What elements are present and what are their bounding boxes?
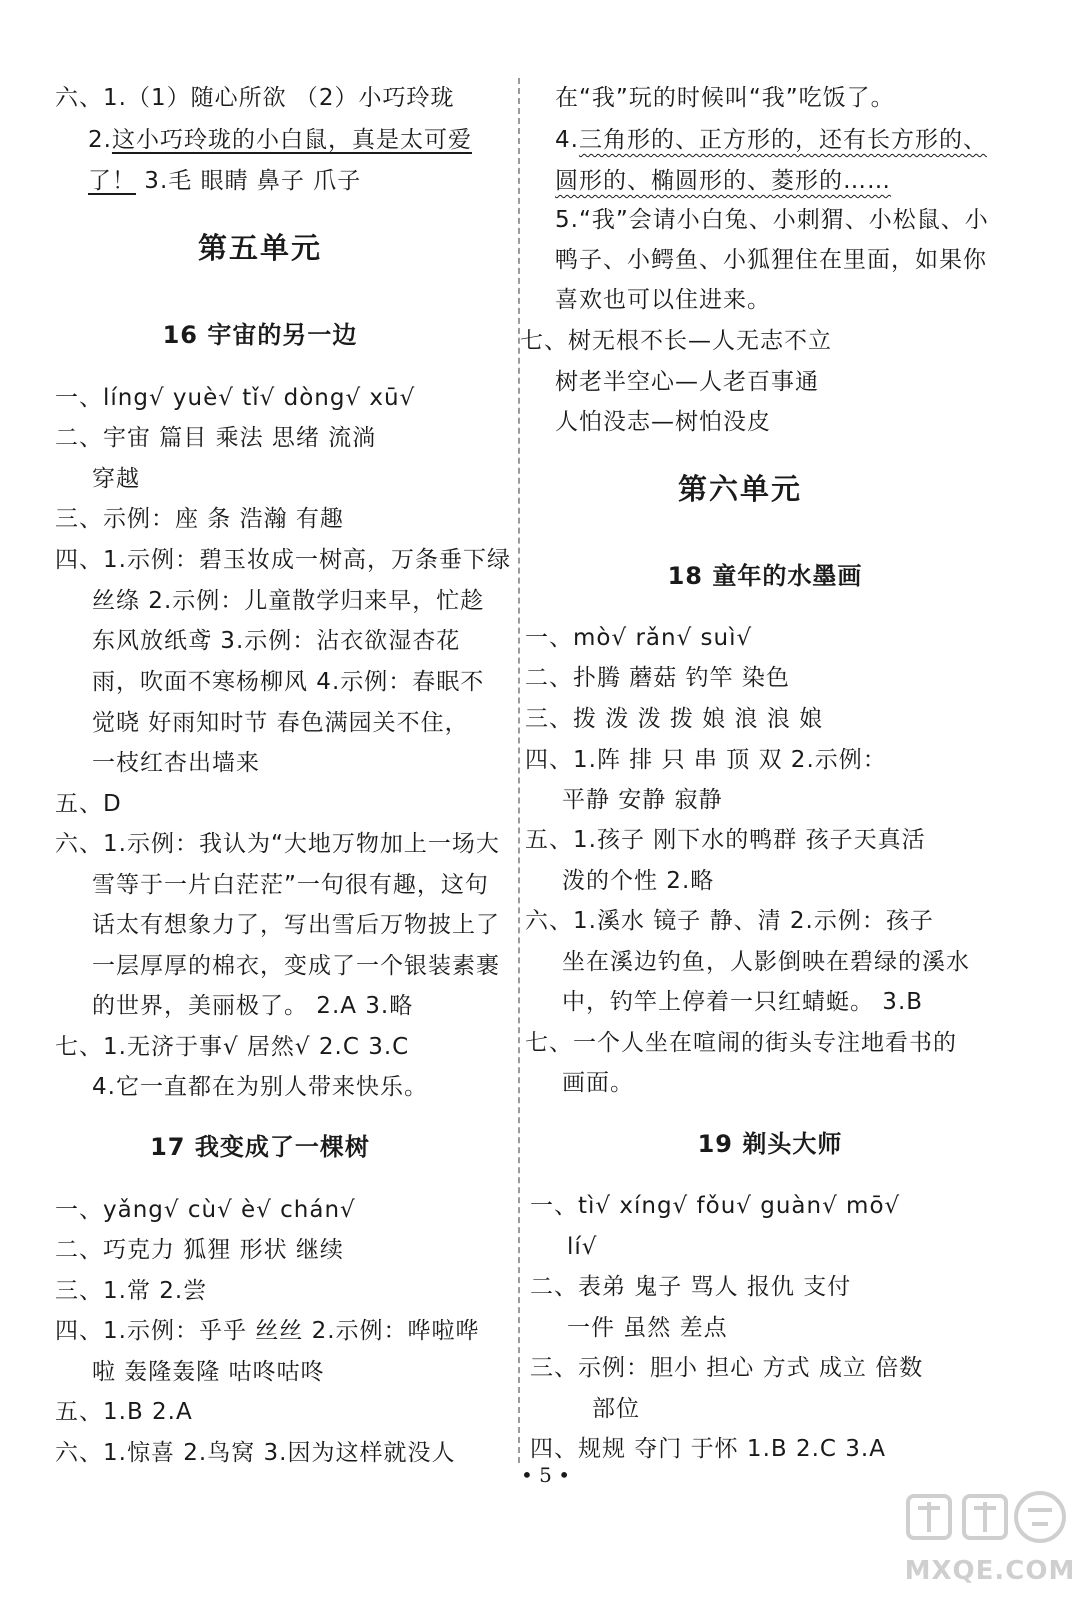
answer-line: 的世界，美丽极了。 2.A 3.略: [92, 993, 414, 1019]
answer-line: 树老半空心—人老百事通: [555, 369, 819, 395]
answer-line: 穿越: [92, 466, 140, 492]
lesson-title: 17 我变成了一棵树: [150, 1133, 370, 1161]
answer-line: 坐在溪边钓鱼，人影倒映在碧绿的溪水: [562, 949, 970, 975]
answer-line: 七、树无根不长—人无志不立: [520, 328, 832, 354]
answer-line: 七、1.无济于事√ 居然√ 2.C 3.C: [55, 1034, 410, 1060]
answer-line: 丝绦 2.示例：儿童散学归来早，忙趁: [92, 588, 485, 614]
answer-line: [555, 166, 891, 196]
page-number: • 5 •: [520, 1463, 571, 1487]
answer-line: 四、1.阵 排 只 串 顶 双 2.示例：: [525, 747, 887, 773]
answer-line: 二、巧克力 狐狸 形状 继续: [55, 1237, 344, 1263]
answer-line: 雪等于一片白茫茫”一句很有趣，这句: [92, 872, 489, 898]
answer-line: 平静 安静 寂静: [562, 787, 723, 813]
answer-line: 七、一个人坐在喧闹的街头专注地看书的: [525, 1030, 957, 1056]
answer-line: 4.三角形的、正方形的，还有长方形的、: [555, 127, 987, 153]
column-divider: [518, 78, 520, 1463]
watermark-emblem-icon: [900, 1478, 1080, 1558]
answer-line: 画面。: [562, 1070, 634, 1096]
unit-title: 第六单元: [677, 472, 802, 506]
answer-line: 在“我”玩的时候叫“我”吃饭了。: [555, 85, 895, 111]
answer-line: 六、1.示例：我认为“大地万物加上一场大: [55, 831, 500, 857]
answer-line: 四、规规 夺门 于怀 1.B 2.C 3.A: [530, 1436, 886, 1462]
answer-line: 泼的个性 2.略: [562, 868, 715, 894]
answer-line: 五、1.孩子 刚下水的鸭群 孩子天真活: [525, 827, 926, 853]
answer-line: 六、1.惊喜 2.鸟窝 3.因为这样就没人: [55, 1440, 456, 1466]
answer-line: 一枝红杏出墙来: [92, 750, 260, 776]
answer-line: 六、1.（1）随心所欲 （2）小巧玲珑: [55, 85, 455, 111]
answer-line: 三、示例：座 条 浩瀚 有趣: [55, 506, 344, 532]
underlined-answer: 了！: [88, 168, 136, 194]
answer-line: 二、扑腾 蘑菇 钓竿 染色: [525, 665, 790, 691]
lesson-title: 16 宇宙的另一边: [162, 321, 358, 349]
answer-line: 一件 虽然 差点: [567, 1315, 728, 1341]
answer-line: 中，钓竿上停着一只红蜻蜓。 3.B: [562, 989, 924, 1015]
answer-line: 话太有想象力了，写出雪后万物披上了: [92, 912, 500, 938]
lesson-title: 18 童年的水墨画: [667, 562, 863, 590]
answer-line: 4.它一直都在为别人带来快乐。: [92, 1074, 428, 1100]
answer-line: 五、D: [55, 791, 122, 817]
wavy-underlined-answer: 圆形的、椭圆形的、菱形的……: [555, 168, 891, 194]
answer-line: 一、yǎng√ cù√ è√ chán√: [55, 1197, 356, 1223]
answer-line: 四、1.示例：碧玉妆成一树高，万条垂下绿: [55, 547, 511, 573]
answer-line: 东风放纸鸢 3.示例：沾衣欲湿杏花: [92, 628, 461, 654]
answer-line: 觉晓 好雨知时节 春色满园关不住，: [92, 710, 469, 736]
answer-line: 三、拨 泼 泼 拨 娘 浪 浪 娘: [525, 706, 824, 732]
lesson-title: 19 剃头大师: [697, 1130, 843, 1158]
answer-line: 一、tì√ xíng√ fǒu√ guàn√ mō√: [530, 1193, 901, 1219]
answer-line: 鸭子、小鳄鱼、小狐狸住在里面，如果你: [555, 247, 987, 273]
watermark-text: MXQE.COM: [904, 1556, 1076, 1586]
answer-line: 一、mò√ rǎn√ suì√: [525, 625, 753, 651]
answer-line: 三、1.常 2.尝: [55, 1278, 208, 1304]
wavy-underlined-answer: 三角形的、正方形的，还有长方形的、: [578, 127, 987, 153]
answer-line: 部位: [592, 1396, 640, 1422]
answer-line: 六、1.溪水 镜子 静、清 2.示例：孩子: [525, 908, 934, 934]
answer-line: 喜欢也可以住进来。: [555, 287, 771, 313]
answer-line: 二、宇宙 篇目 乘法 思绪 流淌: [55, 425, 377, 451]
answer-line: 雨，吹面不寒杨柳风 4.示例：春眠不: [92, 669, 485, 695]
answer-line: 5.“我”会请小白兔、小刺猬、小松鼠、小: [555, 207, 989, 233]
answer-line: 二、表弟 鬼子 骂人 报仇 支付: [530, 1274, 852, 1300]
answer-line: 四、1.示例：乎乎 丝丝 2.示例：哗啦哗: [55, 1318, 480, 1344]
answer-line: 人怕没志—树怕没皮: [555, 409, 771, 435]
answer-line: 五、1.B 2.A: [55, 1399, 193, 1425]
answer-line: 三、示例：胆小 担心 方式 成立 倍数: [530, 1355, 924, 1381]
answer-line: 啦 轰隆轰隆 咕咚咕咚: [92, 1359, 325, 1385]
answer-line: 了！ 3.毛 眼睛 鼻子 爪子: [88, 168, 362, 194]
answer-line: 一、líng√ yuè√ tǐ√ dòng√ xū√: [55, 385, 416, 411]
unit-title: 第五单元: [197, 231, 322, 265]
answer-line: 一层厚厚的棉衣，变成了一个银装素裹: [92, 953, 500, 979]
answer-line: lí√: [567, 1234, 598, 1260]
answer-line: 2.这小巧玲珑的小白鼠，真是太可爱: [88, 127, 472, 153]
watermark-logo: [900, 1478, 1080, 1593]
underlined-answer: 这小巧玲珑的小白鼠，真是太可爱: [111, 127, 472, 153]
